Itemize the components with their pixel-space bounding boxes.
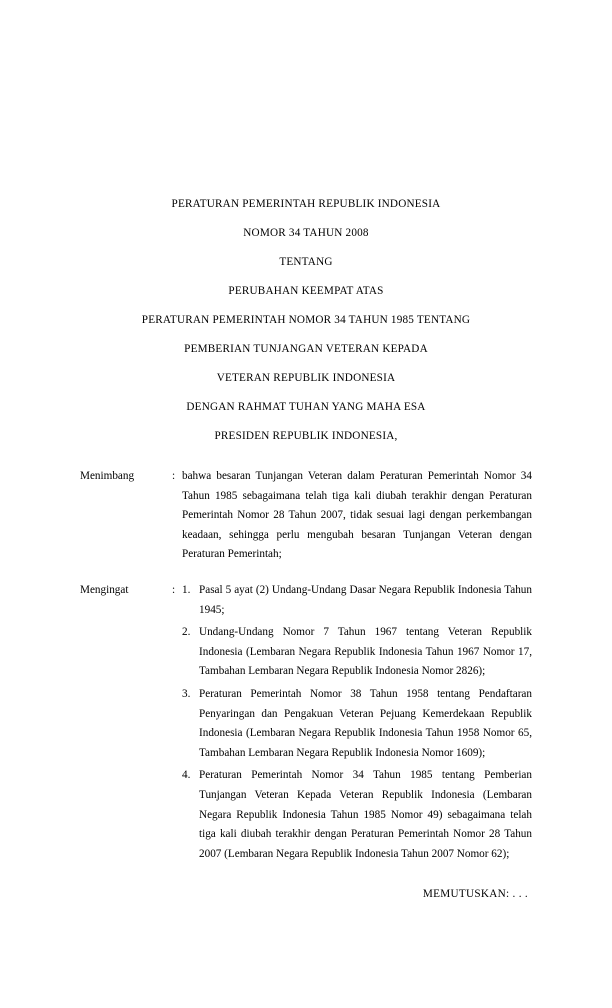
list-item-text: Pasal 5 ayat (2) Undang-Undang Dasar Negara Republik Indonesia Tahun 1945; xyxy=(199,583,532,616)
list-item xyxy=(182,685,532,763)
list-item-number: 4. xyxy=(182,769,191,782)
heading-line-4: PERUBAHAN KEEMPAT ATAS xyxy=(228,285,384,297)
document-heading xyxy=(80,190,532,451)
heading-line-5: PERATURAN PEMERINTAH NOMOR 34 TAHUN 1985 TENTANG xyxy=(141,314,471,326)
heading-line-1: PERATURAN PEMERINTAH REPUBLIK INDONESIA xyxy=(171,198,441,210)
heading-line-8: DENGAN RAHMAT TUHAN YANG MAHA ESA xyxy=(186,401,426,413)
list-item-text: Undang-Undang Nomor 7 Tahun 1967 tentang Veteran Republik Indonesia (Lembaran Negara Republik Indonesia Tahun 1967 Nomor 17, Tambahan Lembaran Negara Republik Indonesia Nomor 2826); xyxy=(199,626,532,678)
considering-colon: : xyxy=(172,470,176,482)
heading-line-6: PEMBERIAN TUNJANGAN VETERAN KEPADA xyxy=(184,343,428,355)
list-item-text: Peraturan Pemerintah Nomor 38 Tahun 1958 tentang Pendaftaran Penyaringan dan Pengakuan Veteran Pejuang Kemerdekaan Republik Indonesia (Lembaran Negara Republik Indonesia Tahun 1958 Nomor 65, Tambahan Lembaran Negara Republik Indonesia Nomor 1609); xyxy=(199,687,532,759)
considering-label: Menimbang xyxy=(80,470,135,482)
list-item xyxy=(182,581,532,620)
heading-line-7: VETERAN REPUBLIK INDONESIA xyxy=(216,372,396,384)
heading-line-2: NOMOR 34 TAHUN 2008 xyxy=(243,227,369,239)
considering-text: bahwa besaran Tunjangan Veteran dalam Peraturan Pemerintah Nomor 34 Tahun 1985 sebagaimana telah tiga kali diubah terakhir dengan Peraturan Pemerintah Nomor 28 Tahun 2007, tidak sesuai lagi dengan perkembangan keadaan, sehingga perlu mengubah besaran Tunjangan Veteran dengan Peraturan Pemerintah; xyxy=(182,470,532,561)
list-item xyxy=(182,623,532,682)
recalling-label: Mengingat xyxy=(80,583,129,596)
list-item xyxy=(182,766,532,864)
continuation-note: MEMUTUSKAN: . . . xyxy=(422,888,528,901)
heading-line-9: PRESIDEN REPUBLIK INDONESIA, xyxy=(214,430,398,442)
heading-line-3: TENTANG xyxy=(279,256,333,268)
recalling-clause xyxy=(80,581,532,864)
list-item-number: 2. xyxy=(182,626,191,639)
recalling-list xyxy=(182,581,532,864)
list-item-number: 1. xyxy=(182,583,191,596)
list-item-text: Peraturan Pemerintah Nomor 34 Tahun 1985 tentang Pemberian Tunjangan Veteran Kepada Veteran Republik Indonesia (Lembaran Negara Republik Indonesia Tahun 1985 Nomor 49) sebagaimana telah tiga kali diubah terakhir dengan Peraturan Pemerintah Nomor 28 Tahun 2007 (Lembaran Negara Republik Indonesia Tahun 2007 Nomor 62); xyxy=(199,769,532,860)
list-item-number: 3. xyxy=(182,687,191,700)
considering-clause xyxy=(80,467,532,565)
recalling-colon: : xyxy=(172,583,176,596)
